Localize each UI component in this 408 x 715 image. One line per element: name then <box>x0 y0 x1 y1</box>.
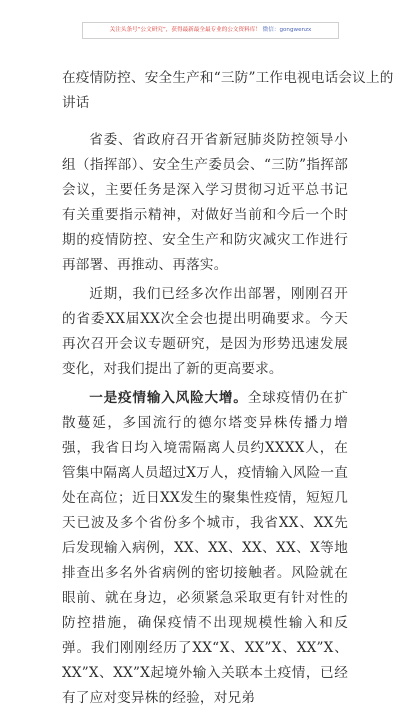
paragraph-2: 近期，我们已经多次作出部署，刚刚召开的省委XX届XX次全会也提出明确要求。今天再次召开会议专题研究，是因为形势迅速发展变化，对我们提出了新的更高要求。 <box>62 286 348 377</box>
paragraph-3 <box>62 386 348 711</box>
banner-text-contact: 微信：gongwenzx <box>262 27 312 33</box>
paragraph-3-text: 全球疫情仍在扩散蔓延，多国流行的德尔塔变异株传播力增强，我省日均入境需隔离人员约XXXX人，在管集中隔离人员超过X万人，疫情输入风险一直处在高位；近日XX发生的聚集性疫情，短短几天已波及多个省份多个城市，我省XX、XX先后发现输入病例，XX、XX、XX、XX、X等地排查出多名外省病例的密切接触者。风险就在眼前、就在身边，必须紧急采取更有针对性的防控措施，确保疫情不出现规模性输入和反弹。我们刚刚经历了XX“X、XX”X、XX”X、XX”X、XX”X起境外输入关联本土疫情，已经有了应对变异株的经验，对兄弟 <box>62 390 349 706</box>
promo-banner[interactable] <box>82 22 339 39</box>
title-line-1: 在疫情防控、安全生产和“三防”工作电视电话会议上的 <box>62 70 394 86</box>
document-title <box>62 66 394 116</box>
paragraph-3-heading: 一是疫情输入风险大增。 <box>89 390 248 406</box>
banner-text-main: 关注头条号“公文研究”，获得最新最全最专业的公文资料库！ <box>109 27 261 33</box>
title-line-2: 讲话 <box>62 95 90 111</box>
paragraph-1: 省委、省政府召开省新冠肺炎防控领导小组（指挥部）、安全生产委员会、“三防”指挥部会议，主要任务是深入学习贯彻习近平总书记有关重要指示精神，对做好当前和今后一个时期的疫情防控、安全生产和防灾减灾工作进行再部署、再推动、再落实。 <box>62 132 348 273</box>
document-body <box>62 66 394 715</box>
